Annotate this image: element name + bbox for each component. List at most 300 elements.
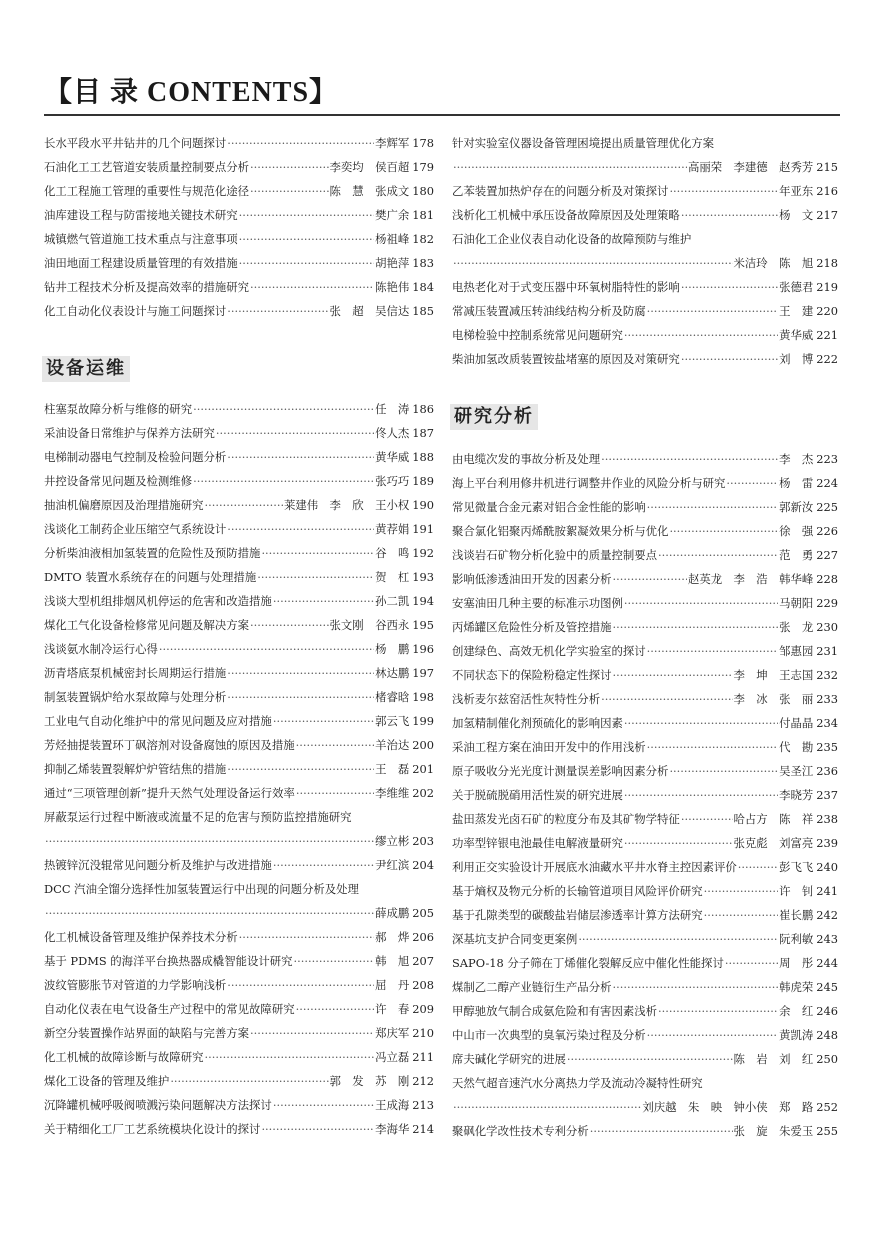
toc-entry[interactable]	[44, 686, 434, 708]
toc-leader-dots	[453, 252, 733, 274]
toc-entry-title: 丙烯罐区危险性分析及管控措施	[452, 620, 612, 634]
toc-entry-authors: 黄荐娟	[375, 522, 410, 536]
toc-entry-title: 关于精细化工厂工艺系统模块化设计的探讨	[44, 1122, 261, 1136]
toc-entry-title: 常见微量合金元素对铝合金性能的影响	[452, 500, 646, 514]
toc-entry-page: 206	[412, 930, 434, 944]
toc-entry-page: 212	[412, 1074, 434, 1088]
toc-entry[interactable]	[44, 446, 434, 468]
toc-entry[interactable]	[44, 998, 434, 1020]
toc-entry-authors: 贺 杠	[375, 570, 410, 584]
toc-entry-title: 深基坑支护合同变更案例	[452, 932, 578, 946]
toc-entry-page: 230	[816, 620, 838, 634]
toc-entry-page: 178	[412, 136, 434, 150]
toc-entry[interactable]	[452, 976, 838, 998]
toc-entry-authors: 张 龙	[779, 620, 814, 634]
toc-entry-page: 233	[816, 692, 838, 706]
toc-leader-dots	[624, 592, 778, 614]
toc-leader-dots	[273, 1094, 374, 1116]
toc-entry-page: 228	[816, 572, 838, 586]
toc-leader-dots	[704, 880, 778, 902]
toc-leader-dots	[296, 734, 374, 756]
toc-entry-title: 沉降罐机械呼吸阀喷溅污染问题解决方法探讨	[44, 1098, 272, 1112]
toc-entry-page: 217	[816, 208, 838, 222]
toc-entry-title-line: DCC 汽油全馏分选择性加氢装置运行中出现的问题分析及处理	[44, 882, 359, 896]
toc-entry[interactable]	[44, 758, 434, 780]
toc-entry-page: 225	[816, 500, 838, 514]
toc-entry-page: 211	[412, 1050, 434, 1064]
toc-entry[interactable]	[452, 1096, 838, 1118]
toc-entry-page: 192	[412, 546, 434, 560]
toc-entry[interactable]	[44, 156, 434, 178]
toc-entry-authors: 樊广余	[375, 208, 410, 222]
toc-entry-title: 影响低渗透油田开发的因素分析	[452, 572, 612, 586]
toc-leader-dots	[227, 518, 374, 540]
toc-entry-authors: 郝 烨	[375, 930, 410, 944]
toc-entry[interactable]	[452, 760, 838, 782]
toc-entry[interactable]	[452, 640, 838, 662]
toc-leader-dots	[612, 976, 778, 998]
toc-entry[interactable]	[44, 494, 434, 516]
toc-entry-authors: 李辉军	[375, 136, 410, 150]
toc-entry-title: 电梯检验中控制系统常见问题研究	[452, 328, 623, 342]
toc-leader-dots	[261, 542, 374, 564]
toc-entry-title: 热镀锌沉没辊常见问题分析及维护与改进措施	[44, 858, 272, 872]
toc-entry-title: 原子吸收分光光度计测量误差影响因素分析	[452, 764, 669, 778]
toc-entry-title: 浅析化工机械中承压设备故障原因及处理策略	[452, 208, 680, 222]
toc-entry-title: 浅谈化工制药企业压缩空气系统设计	[44, 522, 227, 536]
toc-entry-authors: 楮睿晗	[375, 690, 410, 704]
toc-entry-authors: 薛成鹏	[375, 906, 410, 920]
toc-leader-dots	[704, 904, 778, 926]
toc-entry-page: 231	[816, 644, 838, 658]
toc-entry-title: 井控设备常见问题及检测维修	[44, 474, 193, 488]
toc-entry-page: 190	[412, 498, 434, 512]
toc-entry-title: 油田地面工程建设质量管理的有效措施	[44, 256, 238, 270]
toc-entry-authors: 缪立彬	[375, 834, 410, 848]
toc-leader-dots	[204, 494, 282, 516]
toc-leader-dots	[239, 926, 374, 948]
toc-entry-title: 通过“三项管理创新”提升天然气处理设备运行效率	[44, 786, 295, 800]
toc-entry[interactable]	[452, 496, 838, 518]
toc-leader-dots	[647, 1024, 778, 1046]
toc-entry-authors: 任 涛	[375, 402, 410, 416]
toc-entry-page: 202	[412, 786, 434, 800]
toc-entry-authors: 林达鹏	[375, 666, 410, 680]
toc-entry-page: 243	[816, 932, 838, 946]
toc-entry-authors: 郭 发 苏 刚	[329, 1074, 410, 1088]
toc-entry-title: 钻井工程技术分析及提高效率的措施研究	[44, 280, 250, 294]
toc-entry-title: 基于 PDMS 的海洋平台换热器成橇智能设计研究	[44, 954, 293, 968]
toc-leader-dots	[261, 1118, 374, 1140]
toc-entry-title: 利用正交实验设计开展底水油藏水平井水脊主控因素评价	[452, 860, 737, 874]
toc-entry[interactable]	[44, 1094, 434, 1116]
toc-entry-authors: 范 勇	[779, 548, 814, 562]
toc-entry-authors: 吴圣江	[779, 764, 814, 778]
toc-entry-page: 227	[816, 548, 838, 562]
toc-leader-dots	[658, 1000, 778, 1022]
toc-leader-dots	[273, 854, 374, 876]
toc-leader-dots	[612, 664, 732, 686]
toc-entry-title: 功率型锌银电池最佳电解液量研究	[452, 836, 623, 850]
toc-entry-page: 236	[816, 764, 838, 778]
toc-entry[interactable]	[44, 566, 434, 588]
toc-leader-dots	[273, 710, 374, 732]
toc-entry-title: 自动化仪表在电气设备生产过程中的常见故障研究	[44, 1002, 295, 1016]
toc-entry-authors: 张 旋 朱爱玉	[733, 1124, 814, 1138]
toc-leader-dots	[726, 472, 778, 494]
toc-entry-title: 乙苯装置加热炉存在的问题分析及对策探讨	[452, 184, 669, 198]
toc-entry-title: 芳烃抽提装置环丁砜溶剂对设备腐蚀的原因及措施	[44, 738, 295, 752]
toc-entry[interactable]	[44, 1022, 434, 1044]
toc-entry-title: 聚砜化学改性技术专利分析	[452, 1124, 589, 1138]
toc-entry[interactable]	[44, 132, 434, 154]
toc-entry-title: SAPO-18 分子筛在丁烯催化裂解反应中催化性能探讨	[452, 956, 724, 970]
toc-entry[interactable]	[452, 832, 838, 854]
header-rule	[44, 114, 840, 116]
toc-entry-page: 179	[412, 160, 434, 174]
toc-entry-authors: 郑庆军	[375, 1026, 410, 1040]
toc-entry[interactable]	[44, 1070, 434, 1092]
toc-entry-title: 浅谈氨水制冷运行心得	[44, 642, 158, 656]
toc-leader-dots	[227, 686, 374, 708]
toc-entry-page: 229	[816, 596, 838, 610]
toc-entry[interactable]	[44, 614, 434, 636]
toc-leader-dots	[738, 856, 778, 878]
toc-entry[interactable]	[452, 1048, 838, 1070]
section-heading: 研究分析	[450, 404, 538, 430]
toc-leader-dots	[250, 1022, 374, 1044]
toc-entry[interactable]	[44, 974, 434, 996]
toc-entry[interactable]	[452, 156, 838, 178]
toc-entry-title: 关于脱硫脱硝用活性炭的研究进展	[452, 788, 623, 802]
toc-entry-authors: 黄凯涛	[779, 1028, 814, 1042]
toc-entry-title-line: 屏蔽泵运行过程中断液或流量不足的危害与预防监控措施研究	[44, 810, 352, 824]
toc-entry-authors: 羊治达	[375, 738, 410, 752]
toc-leader-dots	[681, 808, 733, 830]
toc-entry-page: 224	[816, 476, 838, 490]
toc-entry-authors: 王 建	[779, 304, 814, 318]
toc-leader-dots	[681, 276, 778, 298]
toc-entry[interactable]	[44, 854, 434, 876]
toc-leader-dots	[193, 470, 374, 492]
toc-entry-page: 197	[412, 666, 434, 680]
toc-entry-authors: 陈 岩 刘 红	[733, 1052, 814, 1066]
toc-leader-dots	[669, 180, 778, 202]
toc-entry-authors: 张德君	[779, 280, 814, 294]
toc-entry-title: 分析柴油液相加氢装置的危险性及预防措施	[44, 546, 261, 560]
toc-leader-dots	[204, 1046, 374, 1068]
toc-leader-dots	[250, 156, 328, 178]
toc-entry-page: 222	[816, 352, 838, 366]
toc-entry[interactable]	[452, 300, 838, 322]
toc-entry-authors: 许 春	[375, 1002, 410, 1016]
toc-entry[interactable]	[44, 590, 434, 612]
toc-leader-dots	[601, 448, 778, 470]
toc-entry-title: 电热老化对于式变压器中环氧树脂特性的影响	[452, 280, 680, 294]
toc-entry-authors: 许 钊	[779, 884, 814, 898]
toc-entry[interactable]	[452, 712, 838, 734]
toc-leader-dots	[227, 446, 374, 468]
toc-entry-title: 化工自动化仪表设计与施工问题探讨	[44, 304, 227, 318]
toc-leader-dots	[669, 760, 778, 782]
toc-entry[interactable]	[452, 520, 838, 542]
toc-entry-authors: 马朝阳	[779, 596, 814, 610]
toc-entry-authors: 邹惠园	[779, 644, 814, 658]
toc-entry-authors: 张巧巧	[375, 474, 410, 488]
toc-entry[interactable]	[44, 662, 434, 684]
toc-entry-authors: 刘 博	[779, 352, 814, 366]
toc-entry-authors: 崔长鹏	[779, 908, 814, 922]
toc-entry-page: 214	[412, 1122, 434, 1136]
toc-entry-title: 化工机械的故障诊断与故障研究	[44, 1050, 204, 1064]
toc-entry[interactable]	[452, 736, 838, 758]
toc-entry-page: 186	[412, 402, 434, 416]
toc-entry[interactable]	[452, 664, 838, 686]
toc-entry-page: 184	[412, 280, 434, 294]
toc-leader-dots	[239, 204, 374, 226]
toc-entry[interactable]	[44, 638, 434, 660]
toc-entry[interactable]	[44, 422, 434, 444]
toc-entry-page: 232	[816, 668, 838, 682]
toc-entry[interactable]	[452, 1000, 838, 1022]
contents-header	[44, 70, 840, 118]
toc-entry-authors: 张文刚 谷西永	[329, 618, 410, 632]
toc-entry-page: 234	[816, 716, 838, 730]
toc-entry-authors: 高丽荣 李建德 赵秀芳	[687, 160, 814, 174]
toc-leader-dots	[193, 398, 374, 420]
toc-entry-title: 浅析麦尔兹窑活性灰特性分析	[452, 692, 601, 706]
toc-entry[interactable]	[452, 324, 838, 346]
toc-entry[interactable]	[44, 398, 434, 420]
toc-leader-dots	[669, 520, 778, 542]
toc-entry-authors: 黄华威	[779, 328, 814, 342]
toc-leader-dots	[227, 974, 374, 996]
toc-entry[interactable]	[44, 228, 434, 250]
toc-entry[interactable]	[44, 470, 434, 492]
toc-entry[interactable]	[44, 710, 434, 732]
toc-entry-page: 245	[816, 980, 838, 994]
toc-entry[interactable]	[452, 616, 838, 638]
toc-entry-title: 采油工程方案在油田开发中的作用浅析	[452, 740, 646, 754]
toc-entry-authors: 李 坤 王志国	[733, 668, 814, 682]
toc-entry[interactable]	[44, 252, 434, 274]
toc-entry[interactable]	[44, 180, 434, 202]
toc-leader-dots	[624, 324, 778, 346]
toc-entry-page: 185	[412, 304, 434, 318]
toc-leader-dots	[227, 758, 374, 780]
toc-entry-authors: 杨 文	[779, 208, 814, 222]
toc-entry-title: 新空分装置操作站界面的缺陷与完善方案	[44, 1026, 250, 1040]
toc-entry-page: 199	[412, 714, 434, 728]
toc-entry-page: 226	[816, 524, 838, 538]
toc-entry-authors: 张 超 吴信达	[329, 304, 410, 318]
toc-entry[interactable]	[452, 808, 838, 830]
toc-entry-title: 煤化工设备的管理及维护	[44, 1074, 170, 1088]
toc-entry-authors: 年亚东	[779, 184, 814, 198]
toc-entry-title: 中山市一次典型的臭氧污染过程及分析	[452, 1028, 646, 1042]
toc-leader-dots	[681, 204, 778, 226]
toc-entry-authors: 杨祖峰	[375, 232, 410, 246]
toc-leader-dots	[227, 300, 328, 322]
toc-entry-page: 221	[816, 328, 838, 342]
toc-leader-dots	[273, 590, 374, 612]
toc-entry[interactable]	[452, 252, 838, 274]
toc-entry-authors: 孙二凯	[375, 594, 410, 608]
toc-entry-page: 246	[816, 1004, 838, 1018]
toc-entry-authors: 代 勘	[779, 740, 814, 754]
toc-leader-dots	[250, 180, 328, 202]
toc-entry-page: 205	[412, 906, 434, 920]
toc-entry-authors: 郭新汝	[779, 500, 814, 514]
toc-entry[interactable]	[44, 300, 434, 322]
toc-leader-dots	[578, 928, 778, 950]
toc-entry[interactable]	[452, 1120, 838, 1142]
toc-leader-dots	[294, 950, 375, 972]
toc-entry-title: 煤制乙二醇产业链衍生产品分析	[452, 980, 612, 994]
toc-entry[interactable]	[44, 276, 434, 298]
toc-entry-title: 沥青塔底泵机械密封长周期运行措施	[44, 666, 227, 680]
toc-leader-dots	[227, 662, 374, 684]
toc-entry[interactable]	[44, 782, 434, 804]
toc-entry-page: 203	[412, 834, 434, 848]
toc-entry-authors: 周 彤	[779, 956, 814, 970]
toc-entry-page: 213	[412, 1098, 434, 1112]
toc-entry-title: 甲醇驰放气制合成氨危险和有害因素浅析	[452, 1004, 658, 1018]
section-heading: 设备运维	[42, 356, 130, 382]
toc-entry-authors: 冯立磊	[375, 1050, 410, 1064]
toc-entry[interactable]	[452, 544, 838, 566]
toc-entry-page: 241	[816, 884, 838, 898]
toc-entry-authors: 郭云飞	[375, 714, 410, 728]
toc-entry-authors: 李奕均 侯百超	[329, 160, 410, 174]
toc-entry-authors: 李维维	[375, 786, 410, 800]
toc-entry[interactable]	[452, 856, 838, 878]
toc-entry-authors: 阮利敏	[779, 932, 814, 946]
toc-entry-page: 218	[816, 256, 838, 270]
toc-entry-authors: 王成海	[375, 1098, 410, 1112]
toc-entry[interactable]	[44, 902, 434, 924]
toc-entry-title: 油库建设工程与防雷接地关键技术研究	[44, 208, 238, 222]
toc-entry[interactable]	[44, 518, 434, 540]
toc-entry[interactable]	[452, 904, 838, 926]
toc-entry[interactable]	[452, 348, 838, 370]
toc-leader-dots	[45, 830, 374, 852]
toc-entry[interactable]	[452, 204, 838, 226]
toc-entry[interactable]	[452, 276, 838, 298]
toc-entry-title: 浅谈岩石矿物分析化验中的质量控制要点	[452, 548, 658, 562]
toc-entry[interactable]	[44, 830, 434, 852]
toc-entry[interactable]	[452, 592, 838, 614]
toc-leader-dots	[45, 902, 374, 924]
toc-leader-dots	[159, 638, 374, 660]
toc-leader-dots	[601, 688, 732, 710]
toc-entry-page: 223	[816, 452, 838, 466]
toc-entry-title: 由电缆次发的事故分析及处理	[452, 452, 601, 466]
toc-leader-dots	[216, 422, 374, 444]
toc-entry-title-line: 针对实验室仪器设备管理困境提出质量管理优化方案	[452, 136, 714, 150]
toc-entry[interactable]	[452, 880, 838, 902]
toc-entry-page: 191	[412, 522, 434, 536]
toc-entry-title: DMTO 装置水系统存在的问题与处理措施	[44, 570, 257, 584]
toc-entry-page: 187	[412, 426, 434, 440]
toc-entry[interactable]	[44, 950, 434, 972]
toc-entry-authors: 李海华	[375, 1122, 410, 1136]
toc-entry[interactable]	[452, 952, 838, 974]
toc-entry[interactable]	[44, 204, 434, 226]
toc-entry-authors: 米洁玲 陈 旭	[733, 256, 814, 270]
toc-leader-dots	[257, 566, 374, 588]
toc-entry-title: 长水平段水平井钻井的几个问题探讨	[44, 136, 227, 150]
toc-leader-dots	[296, 998, 374, 1020]
toc-entry-page: 208	[412, 978, 434, 992]
toc-entry[interactable]	[452, 784, 838, 806]
toc-leader-dots	[453, 1096, 641, 1118]
toc-entry-page: 248	[816, 1028, 838, 1042]
toc-entry-title: 基于孔隙类型的碳酸盐岩储层渗透率计算方法研究	[452, 908, 703, 922]
toc-entry-authors: 赵英龙 李 浩 韩华峰	[687, 572, 814, 586]
toc-entry[interactable]	[44, 1046, 434, 1068]
toc-entry[interactable]	[452, 180, 838, 202]
toc-entry-authors: 韩虎荣	[779, 980, 814, 994]
toc-leader-dots	[624, 784, 778, 806]
toc-entry-page: 201	[412, 762, 434, 776]
toc-leader-dots	[612, 616, 778, 638]
toc-entry-title: 化工机械设备管理及维护保养技术分析	[44, 930, 238, 944]
toc-entry-title: 加氢精制催化剂预硫化的影响因素	[452, 716, 623, 730]
toc-entry[interactable]	[44, 1118, 434, 1140]
toc-entry-authors: 莱建伟 李 欣 王小权	[283, 498, 410, 512]
toc-entry-page: 183	[412, 256, 434, 270]
toc-entry-authors: 哈占方 陈 祥	[733, 812, 814, 826]
toc-entry-page: 196	[412, 642, 434, 656]
toc-entry-title: 基于熵权及物元分析的长输管道项目风险评价研究	[452, 884, 703, 898]
toc-entry[interactable]	[452, 448, 838, 470]
toc-entry-page: 207	[412, 954, 434, 968]
toc-leader-dots	[647, 640, 778, 662]
toc-entry-authors: 佟人杰	[375, 426, 410, 440]
toc-entry[interactable]	[44, 542, 434, 564]
toc-entry-title: 安塞油田几种主要的标准示功图例	[452, 596, 623, 610]
toc-entry-page: 189	[412, 474, 434, 488]
toc-entry[interactable]	[44, 926, 434, 948]
toc-entry-title: 工业电气自动化维护中的常见问题及应对措施	[44, 714, 272, 728]
toc-entry-page: 193	[412, 570, 434, 584]
toc-entry[interactable]	[44, 734, 434, 756]
toc-entry-title: 石油化工工艺管道安装质量控制要点分析	[44, 160, 250, 174]
toc-entry-page: 200	[412, 738, 434, 752]
toc-entry-title: 不同状态下的保险粉稳定性探讨	[452, 668, 612, 682]
toc-entry-title-line: 天然气超音速汽水分离热力学及流动冷凝特性研究	[452, 1076, 703, 1090]
toc-entry-title: 煤化工气化设备检修常见问题及解决方案	[44, 618, 250, 632]
toc-entry[interactable]	[452, 688, 838, 710]
toc-entry-page: 181	[412, 208, 434, 222]
toc-entry[interactable]	[452, 928, 838, 950]
toc-entry-title: 聚合氯化铝聚丙烯酰胺絮凝效果分析与优化	[452, 524, 669, 538]
toc-entry-page: 238	[816, 812, 838, 826]
toc-entry-title: 采油设备日常维护与保养方法研究	[44, 426, 215, 440]
toc-entry-title: 抽油机偏磨原因及治理措施研究	[44, 498, 204, 512]
toc-entry[interactable]	[452, 472, 838, 494]
toc-entry-page: 239	[816, 836, 838, 850]
contents-title: 【目 录 CONTENTS】	[44, 77, 339, 108]
toc-entry-page: 210	[412, 1026, 434, 1040]
toc-entry[interactable]	[452, 568, 838, 590]
toc-entry-title: 盐田蒸发光卤石矿的粒度分布及其矿物学特征	[452, 812, 680, 826]
toc-entry[interactable]	[452, 1024, 838, 1046]
toc-leader-dots	[170, 1070, 328, 1092]
toc-entry-title-line: 石油化工企业仪表自动化设备的故障预防与维护	[452, 232, 692, 246]
toc-entry-page: 252	[816, 1100, 838, 1114]
